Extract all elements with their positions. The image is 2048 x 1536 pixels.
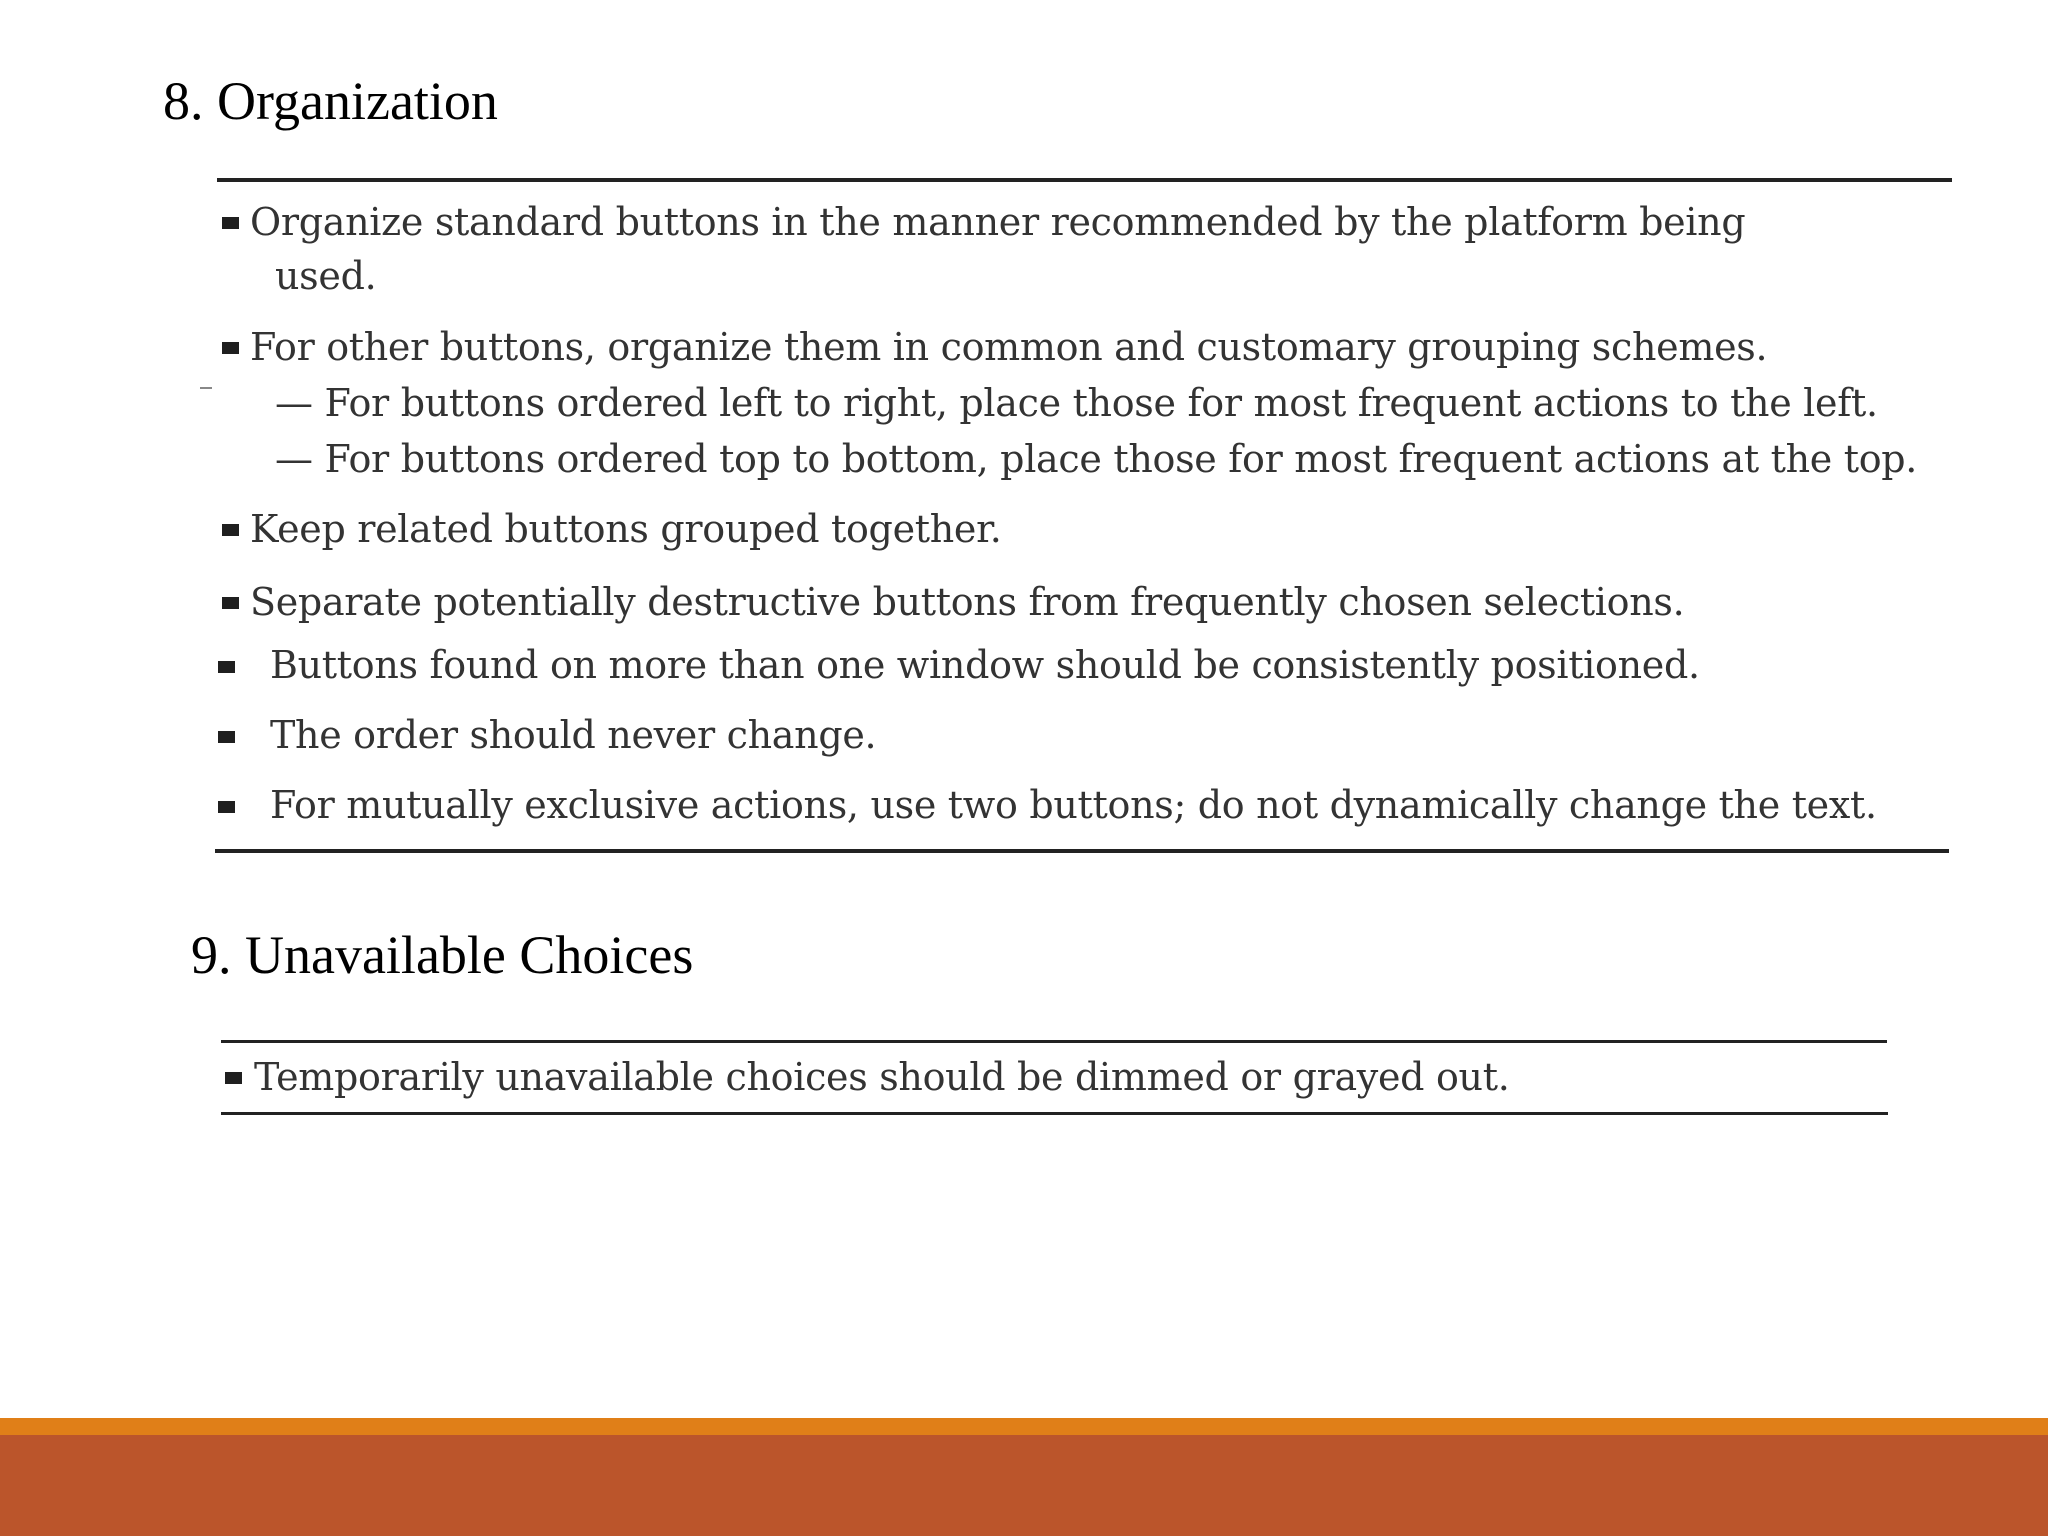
bullet-text: Separate potentially destructive buttons from frequently chosen selections. bbox=[250, 580, 1685, 624]
section-8-heading: 8. Organization bbox=[163, 71, 498, 131]
sub-bullet-text: — For buttons ordered top to bottom, place those for most frequent actions at the top. bbox=[275, 437, 1918, 481]
bullet-icon bbox=[222, 342, 239, 354]
bullet-continuation: used. bbox=[275, 254, 377, 298]
bullet-text: The order should never change. bbox=[270, 713, 877, 757]
section-9-heading: 9. Unavailable Choices bbox=[191, 925, 694, 985]
footer-accent-stripe bbox=[0, 1418, 2048, 1435]
bullet-text: Buttons found on more than one window should be consistently positioned. bbox=[270, 643, 1700, 687]
bullet-text: Organize standard buttons in the manner recommended by the platform being bbox=[250, 200, 1746, 244]
bottom-rule-section-9 bbox=[221, 1112, 1888, 1115]
sub-bullet-text: — For buttons ordered left to right, place those for most frequent actions to the left. bbox=[275, 381, 1878, 425]
bullet-icon bbox=[218, 731, 235, 743]
bullet-text: For mutually exclusive actions, use two buttons; do not dynamically change the text. bbox=[270, 783, 1877, 827]
bullet-icon bbox=[218, 801, 235, 813]
bullet-icon bbox=[222, 217, 239, 229]
bullet-text: For other buttons, organize them in common and customary grouping schemes. bbox=[250, 325, 1768, 369]
bullet-icon bbox=[222, 597, 239, 609]
bullet-icon bbox=[225, 1072, 242, 1084]
bullet-text: Temporarily unavailable choices should be dimmed or grayed out. bbox=[254, 1055, 1510, 1099]
top-rule-section-8 bbox=[217, 178, 1952, 182]
top-rule-section-9 bbox=[221, 1040, 1887, 1043]
bullet-icon bbox=[222, 524, 239, 536]
bullet-icon bbox=[218, 661, 235, 673]
bottom-rule-section-8 bbox=[215, 849, 1949, 853]
bullet-text: Keep related buttons grouped together. bbox=[250, 507, 1002, 551]
footer-band bbox=[0, 1435, 2048, 1536]
dash-mark-icon bbox=[200, 387, 212, 389]
